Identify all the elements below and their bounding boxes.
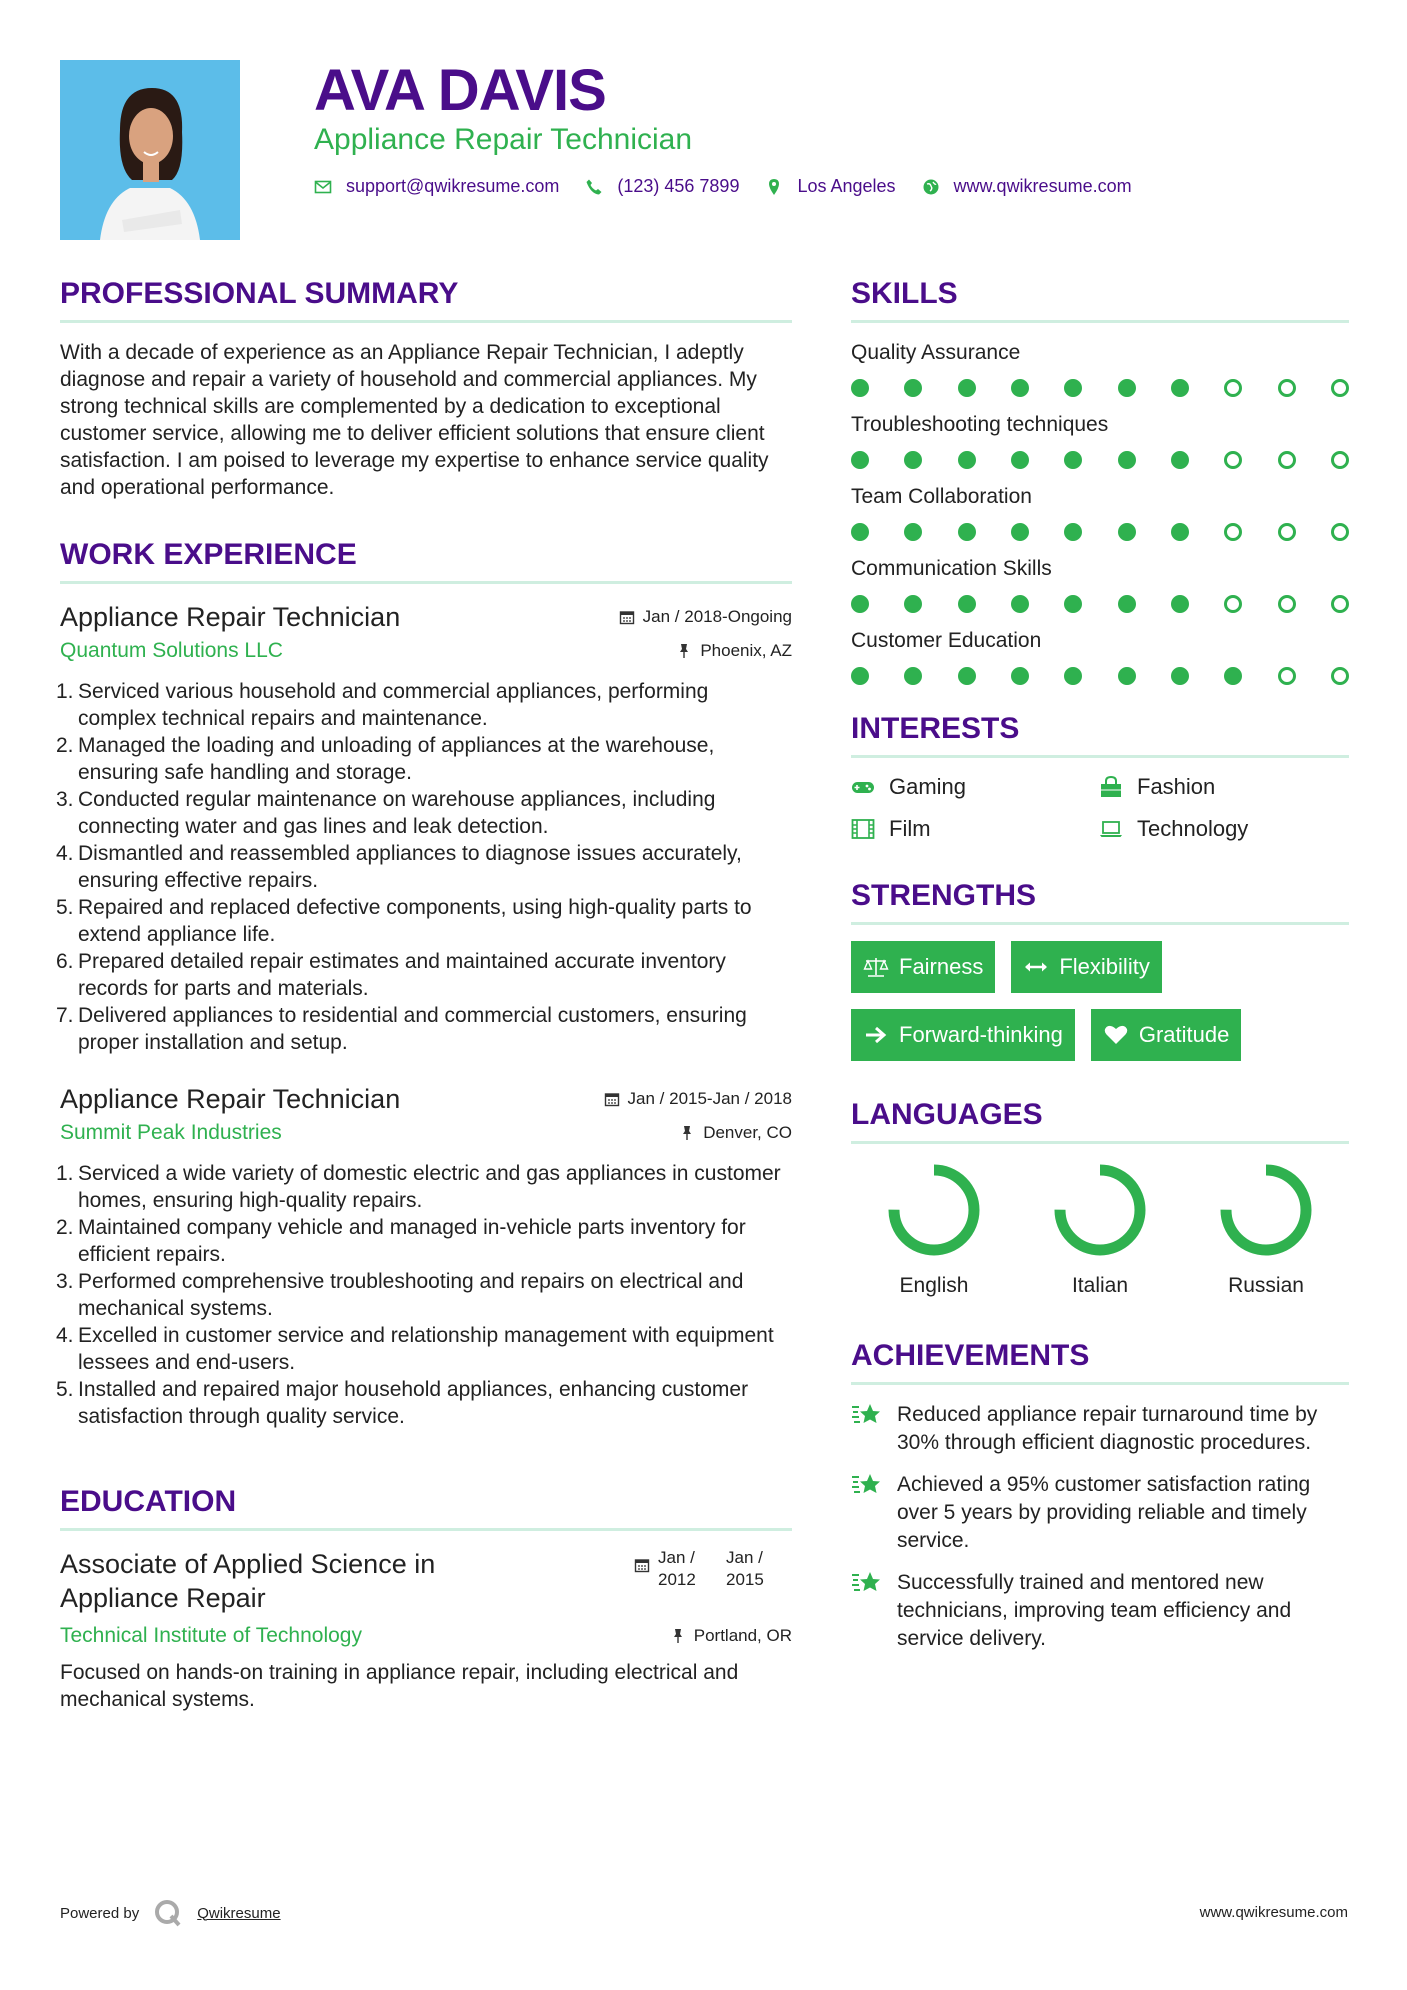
calendar-icon [604, 1091, 620, 1107]
skill-name: Quality Assurance [851, 341, 1021, 364]
language-name: English [899, 1274, 969, 1297]
strengths-section [851, 878, 1349, 1061]
pushpin-icon [679, 1125, 695, 1141]
film-icon [851, 818, 875, 840]
rating-dot-empty [1224, 379, 1242, 397]
rating-dot-filled [1118, 595, 1136, 613]
education-start: Jan / 2012 [658, 1548, 696, 1589]
footer-powered-by [60, 1898, 281, 1928]
rating-dot-filled [851, 523, 869, 541]
star-trophy-icon [851, 1569, 883, 1597]
powered-by-label: Powered by [60, 1904, 140, 1922]
list-item: 3. Performed comprehensive troubleshooting and repairs on electrical and mechanical systems. [56, 1270, 744, 1320]
job-dates [604, 1082, 792, 1116]
rating-dot-filled [1064, 379, 1082, 397]
skills-section [851, 276, 1349, 685]
education-description: Focused on hands-on training in appliance repair, including electrical and mechanical systems. [60, 1661, 739, 1711]
website-text: www.qwikresume.com [953, 176, 1132, 196]
list-item: 1. Serviced various household and commercial appliances, performing complex technical repairs and maintenance. [56, 680, 709, 730]
school-name: Technical Institute of Technology [60, 1624, 362, 1647]
rating-dot-filled [958, 451, 976, 469]
list-item: 2. Managed the loading and unloading of appliances at the warehouse, ensuring safe handling and storage. [56, 734, 715, 784]
degree-title: Associate of Applied Science in Appliance Repair [60, 1549, 436, 1613]
skill-rating [851, 523, 1349, 541]
rating-dot-empty [1331, 379, 1349, 397]
job-location-text: Denver, CO [703, 1123, 792, 1142]
envelope-icon [314, 178, 332, 196]
job-dates [619, 600, 792, 634]
experience-section [56, 537, 792, 1430]
rating-dot-empty [1224, 595, 1242, 613]
email-text: support@qwikresume.com [346, 176, 560, 196]
rating-dot-filled [1171, 523, 1189, 541]
achievement-item: Reduced appliance repair turnaround time by 30% through efficient diagnostic procedures. [851, 1401, 1349, 1457]
skills-list [851, 339, 1349, 685]
rating-dot-filled [1011, 595, 1029, 613]
rating-dot-filled [958, 523, 976, 541]
list-item: 6. Prepared detailed repair estimates and maintained accurate inventory records for parts and materials. [56, 950, 726, 1000]
rating-dot-filled [851, 595, 869, 613]
summary-text: With a decade of experience as an Appliance Repair Technician, I adeptly diagnose and repair a variety of household and commercial appliances. My strong technical skills are complemented by a dedication to exceptional customer service, allowing me to deliver efficient solutions that ensure client satisfaction. I am poised to leverage my expertise to enhance service quality and operational performance. [60, 341, 769, 499]
strength-fairness: Fairness [851, 941, 995, 993]
rating-dot-filled [1171, 379, 1189, 397]
rating-dot-filled [1171, 595, 1189, 613]
rating-dot-filled [904, 523, 922, 541]
contact-location [765, 176, 895, 197]
language-name: Russian [1228, 1274, 1304, 1297]
list-item: 7. Delivered appliances to residential and commercial customers, ensuring proper installation and setup. [56, 1004, 747, 1054]
rating-dot-empty [1331, 523, 1349, 541]
rating-dot-empty [1331, 667, 1349, 685]
pushpin-icon [670, 1628, 686, 1644]
location-text: Los Angeles [797, 176, 896, 196]
right-column [851, 276, 1349, 1667]
education-location-text: Portland, OR [693, 1626, 792, 1645]
pushpin-icon [676, 643, 692, 659]
language-name: Italian [1071, 1274, 1129, 1297]
rating-dot-filled [1118, 379, 1136, 397]
skill-name: Communication Skills [851, 557, 1052, 580]
calendar-icon [619, 609, 635, 625]
profile-photo [60, 60, 240, 240]
rating-dot-filled [1064, 667, 1082, 685]
skill-rating [851, 667, 1349, 685]
language-item [851, 1160, 1017, 1298]
left-column [56, 276, 792, 1713]
rating-dot-empty [1331, 595, 1349, 613]
language-level-arc [1226, 1170, 1306, 1250]
language-level-ring [884, 1160, 984, 1260]
languages-section [851, 1097, 1349, 1298]
qwikresume-link[interactable]: Qwikresume [197, 1904, 281, 1922]
list-item: 1. Serviced a wide variety of domestic electric and gas appliances in customer homes, ensuring high-quality repairs. [56, 1162, 781, 1212]
contact-website[interactable] [922, 176, 1132, 197]
contact-email[interactable] [314, 176, 559, 197]
list-item: 4. Excelled in customer service and relationship management with equipment lessees and end-users. [56, 1324, 774, 1374]
job-bullets [56, 678, 792, 1056]
rating-dot-filled [904, 451, 922, 469]
job-dates-text: Jan / 2015-Jan / 2018 [627, 1089, 792, 1108]
job-bullets [56, 1160, 792, 1430]
list-item: 5. Installed and repaired major household appliances, enhancing customer satisfaction through quality service. [56, 1378, 749, 1428]
rating-dot-empty [1278, 523, 1296, 541]
rating-dot-filled [1011, 667, 1029, 685]
language-item [1183, 1160, 1349, 1298]
company-name: Quantum Solutions LLC [60, 639, 283, 662]
arrow-right-icon [863, 1024, 889, 1046]
education-dates [634, 1547, 792, 1591]
heart-icon [1103, 1024, 1129, 1046]
skill-item [851, 555, 1349, 613]
strength-gratitude: Gratitude [1091, 1009, 1242, 1061]
candidate-name: AVA DAVIS [314, 58, 606, 123]
interests-heading: INTERESTS [851, 711, 1349, 758]
interest-gaming: Gaming [851, 774, 1099, 800]
achievement-item: Achieved a 95% customer satisfaction rating over 5 years by providing reliable and timely service. [851, 1471, 1349, 1555]
calendar-icon [634, 1557, 650, 1573]
rating-dot-filled [904, 667, 922, 685]
contact-phone[interactable] [585, 176, 739, 197]
languages-list [851, 1160, 1349, 1298]
gamepad-icon [851, 776, 875, 798]
company-name: Summit Peak Industries [60, 1121, 282, 1144]
list-item: 3. Conducted regular maintenance on warehouse appliances, including connecting water and gas lines and leak detection. [56, 788, 716, 838]
language-level-ring [1216, 1160, 1316, 1260]
laptop-icon [1099, 818, 1123, 840]
rating-dot-filled [1224, 667, 1242, 685]
contact-bar [314, 176, 1158, 197]
experience-heading: WORK EXPERIENCE [60, 537, 792, 584]
list-item: 2. Maintained company vehicle and managed in-vehicle parts inventory for efficient repairs. [56, 1216, 746, 1266]
skill-item [851, 483, 1349, 541]
job-title: Appliance Repair Technician [60, 1084, 401, 1114]
skill-rating [851, 451, 1349, 469]
education-location [670, 1626, 792, 1646]
job-entry [56, 1082, 792, 1430]
skill-item [851, 339, 1349, 397]
qwikresume-logo-icon [153, 1898, 183, 1928]
rating-dot-empty [1278, 451, 1296, 469]
interests-section [851, 711, 1349, 842]
rating-dot-filled [1171, 667, 1189, 685]
globe-icon [922, 178, 940, 196]
rating-dot-filled [1064, 595, 1082, 613]
candidate-title: Appliance Repair Technician [314, 123, 693, 156]
education-end: Jan / 2015 [726, 1548, 764, 1589]
achievements-section [851, 1338, 1349, 1653]
rating-dot-filled [1064, 451, 1082, 469]
rating-dot-filled [851, 451, 869, 469]
list-item: 5. Repaired and replaced defective components, using high-quality parts to extend appliance life. [56, 896, 752, 946]
rating-dot-filled [1118, 667, 1136, 685]
skill-rating [851, 595, 1349, 613]
achievements-heading: ACHIEVEMENTS [851, 1338, 1349, 1385]
rating-dot-filled [851, 667, 869, 685]
rating-dot-empty [1224, 451, 1242, 469]
languages-heading: LANGUAGES [851, 1097, 1349, 1144]
skill-rating [851, 379, 1349, 397]
language-level-arc [1060, 1170, 1140, 1250]
rating-dot-empty [1278, 379, 1296, 397]
rating-dot-filled [851, 379, 869, 397]
education-section [60, 1484, 792, 1713]
balance-scale-icon [863, 956, 889, 978]
star-trophy-icon [851, 1471, 883, 1499]
rating-dot-filled [958, 379, 976, 397]
footer-website[interactable]: www.qwikresume.com [1199, 1904, 1348, 1921]
job-title: Appliance Repair Technician [60, 602, 401, 632]
skill-name: Troubleshooting techniques [851, 413, 1109, 436]
rating-dot-filled [958, 595, 976, 613]
summary-heading: PROFESSIONAL SUMMARY [60, 276, 792, 323]
strengths-heading: STRENGTHS [851, 878, 1349, 925]
rating-dot-filled [1011, 523, 1029, 541]
language-level-arc [894, 1170, 974, 1250]
rating-dot-filled [904, 379, 922, 397]
rating-dot-filled [1064, 523, 1082, 541]
star-trophy-icon [851, 1401, 883, 1429]
interest-fashion: Fashion [1099, 774, 1349, 800]
job-dates-text: Jan / 2018-Ongoing [642, 607, 792, 626]
rating-dot-empty [1224, 523, 1242, 541]
rating-dot-filled [1118, 523, 1136, 541]
rating-dot-filled [1011, 451, 1029, 469]
job-entry [56, 600, 792, 1056]
job-location [679, 1123, 792, 1143]
rating-dot-filled [904, 595, 922, 613]
skill-item [851, 627, 1349, 685]
phone-icon [585, 178, 603, 196]
rating-dot-filled [958, 667, 976, 685]
job-location-text: Phoenix, AZ [700, 641, 792, 660]
language-item [1017, 1160, 1183, 1298]
skill-item [851, 411, 1349, 469]
interest-film: Film [851, 816, 1099, 842]
education-heading: EDUCATION [60, 1484, 792, 1531]
summary-section [60, 276, 792, 501]
rating-dot-empty [1331, 451, 1349, 469]
language-level-ring [1050, 1160, 1150, 1260]
skills-heading: SKILLS [851, 276, 1349, 323]
map-marker-icon [765, 178, 783, 196]
rating-dot-filled [1171, 451, 1189, 469]
skill-name: Customer Education [851, 629, 1042, 652]
skill-name: Team Collaboration [851, 485, 1032, 508]
rating-dot-filled [1011, 379, 1029, 397]
strength-flexibility: Flexibility [1011, 941, 1161, 993]
achievement-item: Successfully trained and mentored new technicians, improving team efficiency and service delivery. [851, 1569, 1349, 1653]
rating-dot-empty [1278, 595, 1296, 613]
rating-dot-filled [1118, 451, 1136, 469]
job-location [676, 641, 792, 661]
arrows-horizontal-icon [1023, 956, 1049, 978]
shopping-bag-icon [1099, 776, 1123, 798]
phone-text: (123) 456 7899 [617, 176, 740, 196]
list-item: 4. Dismantled and reassembled appliances to diagnose issues accurately, ensuring effective repairs. [56, 842, 742, 892]
strength-forward-thinking: Forward-thinking [851, 1009, 1075, 1061]
rating-dot-empty [1278, 667, 1296, 685]
interest-technology: Technology [1099, 816, 1349, 842]
